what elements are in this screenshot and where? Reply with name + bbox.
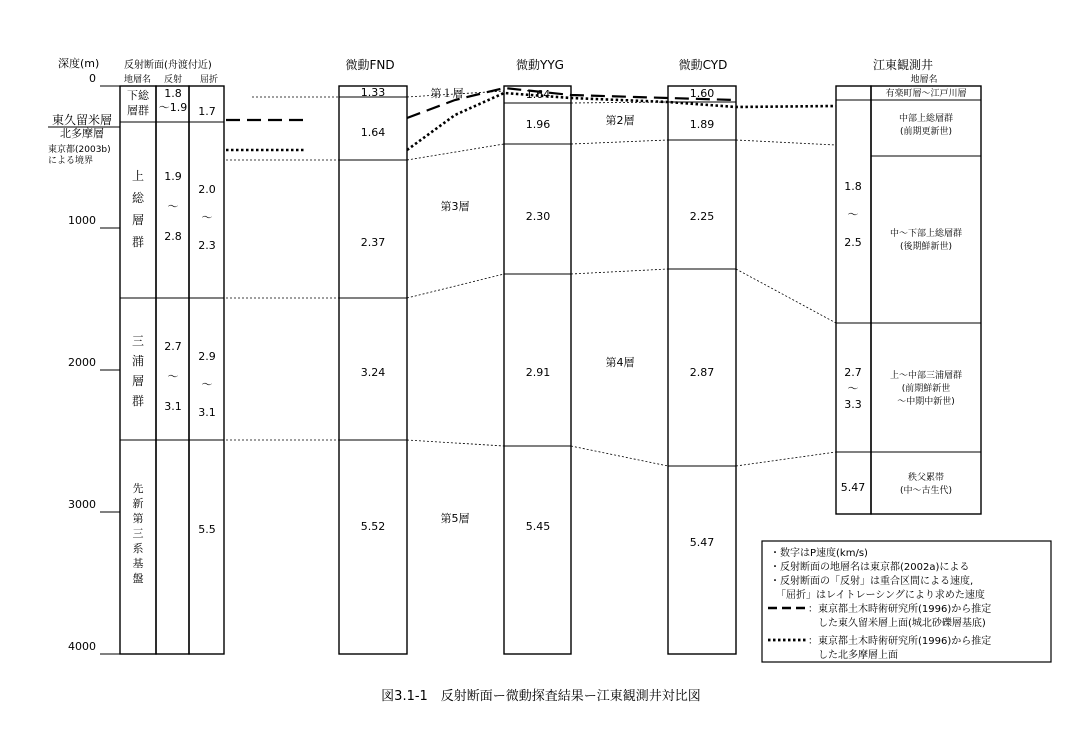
layer-label-5: 第5層 [440,512,470,525]
depth-axis-title: 深度(m) [58,57,100,70]
refraction-velocity-layer-4: 5.5 [198,523,216,536]
corr-dot-yc-2 [571,140,668,144]
legend-note-2: ・反射断面の地層名は東京都(2002a)による [770,562,970,573]
yyg-velocity-3: 2.30 [525,210,551,223]
cyd-velocity-3: 2.25 [689,210,715,223]
yyg-velocity-2: 1.96 [525,118,551,131]
koto-sub: 地層名 [910,75,938,85]
yyg-title: 微動YYG [516,58,564,72]
boundary-note-2: による境界 [48,156,94,166]
reflection-sub-formation: 地層名 [124,75,152,85]
koto-velocity-4: 2.7 ～ 3.3 [844,366,862,411]
depth-tick-3000: 3000 [68,498,96,511]
refraction-velocity-layer-2: 2.0 ～ 2.3 [198,183,216,252]
koto-layer-name-4: 上～中部三浦層群(前期鮮新世～中期中新世) [889,371,963,407]
refraction-velocity-layer-1: 1.7 [198,105,216,118]
multiline-labels [127,87,962,585]
reflection-header: 反射断面(舟渡付近) [124,60,212,71]
koto-velocity-column [836,86,871,514]
fnd-velocity-4: 3.24 [360,366,386,379]
reflection-velocity-layer-2: 1.9 ～ 2.8 [164,170,182,243]
fnd-velocity-5: 5.52 [360,520,386,533]
boundary-label-higashikurume: 東久留米層 [52,113,113,127]
formation-name-miura: 三浦層群 [131,334,145,408]
boundary-note-1: 東京都(2003b) [48,145,111,155]
koto-layer-name-5: 秩父累帯(中～古生代) [899,473,953,496]
legend [762,541,1051,662]
fnd-velocity-2: 1.64 [360,126,386,139]
cyd-velocity-5: 5.47 [689,536,715,549]
koto-layer-name-1: 有楽町層～江戸川層 [885,89,967,99]
corr-dot-fy-4 [407,440,504,446]
corr-dot-ck-3 [736,452,836,466]
corr-dot-fy-2 [407,144,504,160]
correlation-lines [226,88,836,466]
depth-tick-1000: 1000 [68,214,96,227]
koto-layer-name-3: 中～下部上総層群(後期鮮新世) [889,229,963,252]
corr-dot-fy-3 [407,274,504,298]
reflection-sub-reflection: 反射 [164,75,183,85]
cyd-velocity-4: 2.87 [689,366,715,379]
legend-note-4: 「屈折」はレイトレーシングにより求めた速度 [776,590,985,601]
legend-dashed-1: ：東京都土木時術研究所(1996)から推定 [808,604,992,615]
yyg-velocity-1: 1.64 [525,88,551,101]
legend-dotted-1: ：東京都土木時術研究所(1996)から推定 [808,636,992,647]
fnd-velocity-3: 2.37 [360,236,386,249]
formation-name-basement: 先新第三系基盤 [132,482,144,585]
legend-dashed-2: した東久留米層上面(城北砂礫層基底) [818,618,986,629]
cyd-velocity-2: 1.89 [689,118,715,131]
figure-caption: 図3.1-1 反射断面ー微動探査結果ー江東観測井対比図 [381,689,701,704]
legend-note-1: ・数字はP速度(km/s) [770,548,868,559]
depth-tick-4000: 4000 [68,640,96,653]
layer-label-3: 第3層 [440,200,470,213]
corr-dot-yc-4 [571,446,668,466]
depth-tick-2000: 2000 [68,356,96,369]
cyd-title: 微動CYD [678,58,728,72]
fnd-velocity-1: 1.33 [360,86,386,99]
layer-label-1: 第１層 [430,87,464,100]
boundary-label-kitatama: 北多摩層 [60,127,104,140]
legend-dotted-2: した北多摩層上面 [818,650,898,661]
koto-title: 江東観測井 [872,58,934,72]
corr-dot-ck-1 [736,140,836,145]
cyd-velocity-1: 1.60 [689,87,715,100]
refraction-velocity-layer-3: 2.9 ～ 3.1 [198,350,216,419]
reflection-velocity-layer-1: 1.8 ～1.9 [158,87,188,114]
microtremor-section [339,57,736,654]
koto-velocity-3: 1.8 ～ 2.5 [844,180,862,249]
koto-well-section [836,57,981,514]
yyg-velocity-5: 5.45 [525,520,551,533]
formation-name-kazusa: 上総層群 [131,169,145,249]
reflection-sub-refraction: 屈折 [200,75,219,85]
koto-velocity-5: 5.47 [840,481,866,494]
layer-label-2: 第2層 [605,114,635,127]
depth-tick-0: 0 [89,72,96,85]
legend-note-3: ・反射断面の「反射」は重合区間による速度, [770,576,974,587]
fnd-title: 微動FND [345,58,395,72]
koto-formation-column [871,86,981,514]
koto-layer-name-2: 中部上総層群(前期更新世) [898,114,954,137]
formation-name-shimosa: 下総層群 [127,89,149,117]
refraction-velocity-column [189,86,224,654]
layer-label-4: 第4層 [605,356,635,369]
reflection-velocity-layer-3: 2.7 ～ 3.1 [164,340,182,413]
corr-dot-yc-3 [571,269,668,274]
yyg-velocity-4: 2.91 [525,366,551,379]
corr-dot-ck-2 [736,269,836,323]
corr-dot-yc-1 [571,102,668,103]
